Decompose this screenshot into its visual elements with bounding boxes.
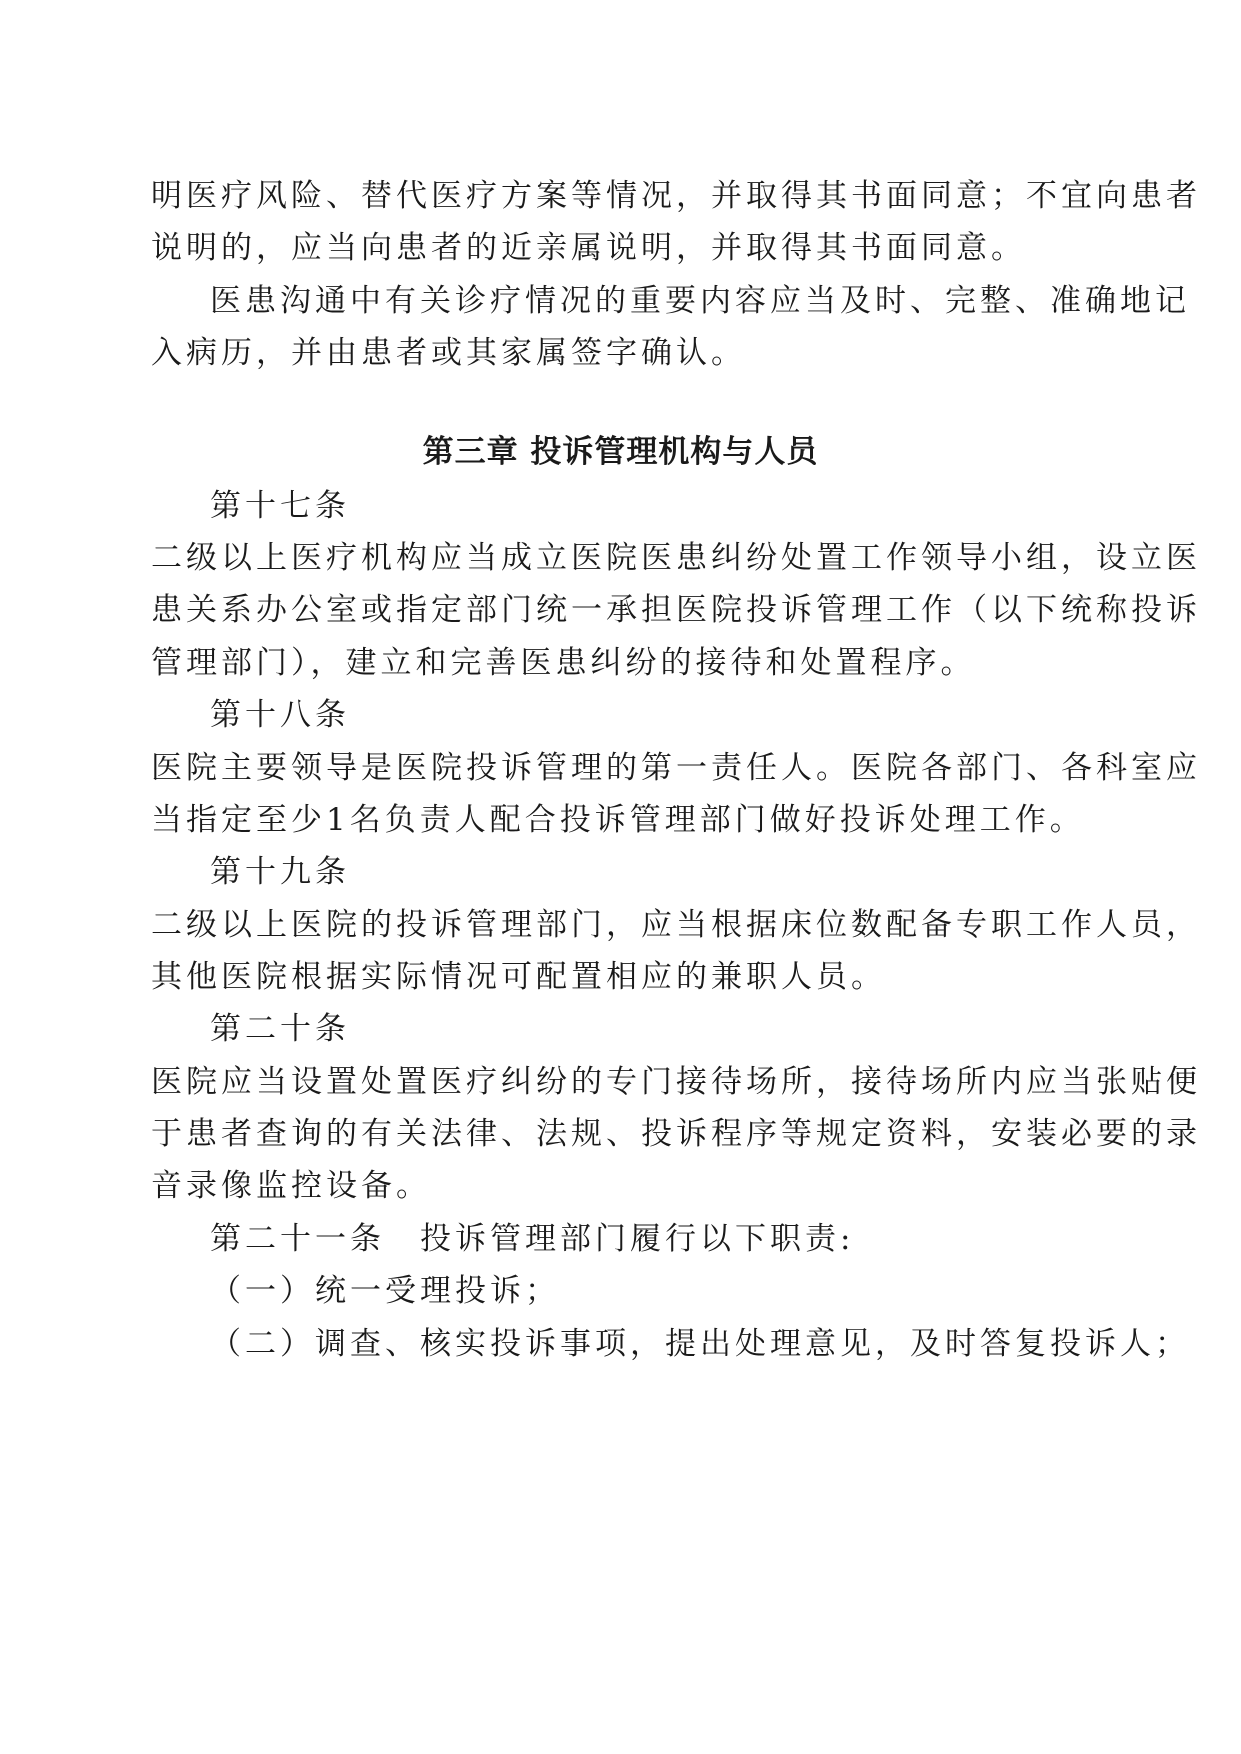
article-title: 第十九条 [210,854,350,890]
paragraph-line: 说明的，应当向患者的近亲属说明，并取得其书面同意。 [151,230,1026,266]
duty-item: （一）统一受理投诉； [210,1273,560,1309]
article-line: 于患者查询的有关法律、法规、投诉程序等规定资料，安装必要的录 [151,1116,1201,1152]
paragraph-line: 明医疗风险、替代医疗方案等情况，并取得其书面同意；不宜向患者 [151,178,1201,214]
article-line: 当指定至少1名负责人配合投诉管理部门做好投诉处理工作。 [151,802,1085,838]
article-line: 二级以上医院的投诉管理部门，应当根据床位数配备专职工作人员， [151,907,1201,943]
article-title: 第二十条 [210,1011,350,1047]
article-line: 其他医院根据实际情况可配置相应的兼职人员。 [151,959,886,995]
chapter-title: 第三章 投诉管理机构与人员 [422,434,819,470]
article-line: 医院主要领导是医院投诉管理的第一责任人。医院各部门、各科室应 [151,750,1201,786]
article-line: 医院应当设置处置医疗纠纷的专门接待场所，接待场所内应当张贴便 [151,1064,1201,1100]
article-line: 音录像监控设备。 [151,1168,431,1204]
article-line: 管理部门），建立和完善医患纠纷的接待和处置程序。 [151,645,976,681]
article-line: 二级以上医疗机构应当成立医院医患纠纷处置工作领导小组，设立医 [151,540,1201,576]
article-title: 第十八条 [210,697,350,733]
article-line: 患关系办公室或指定部门统一承担医院投诉管理工作（以下统称投诉 [151,592,1201,628]
paragraph-line: 入病历，并由患者或其家属签字确认。 [151,335,746,371]
paragraph-line: 医患沟通中有关诊疗情况的重要内容应当及时、完整、准确地记 [210,283,1190,319]
duty-item: （二）调查、核实投诉事项，提出处理意见，及时答复投诉人； [210,1326,1190,1362]
article-title: 第十七条 [210,488,350,524]
article-title: 第二十一条 投诉管理部门履行以下职责: [210,1221,855,1257]
